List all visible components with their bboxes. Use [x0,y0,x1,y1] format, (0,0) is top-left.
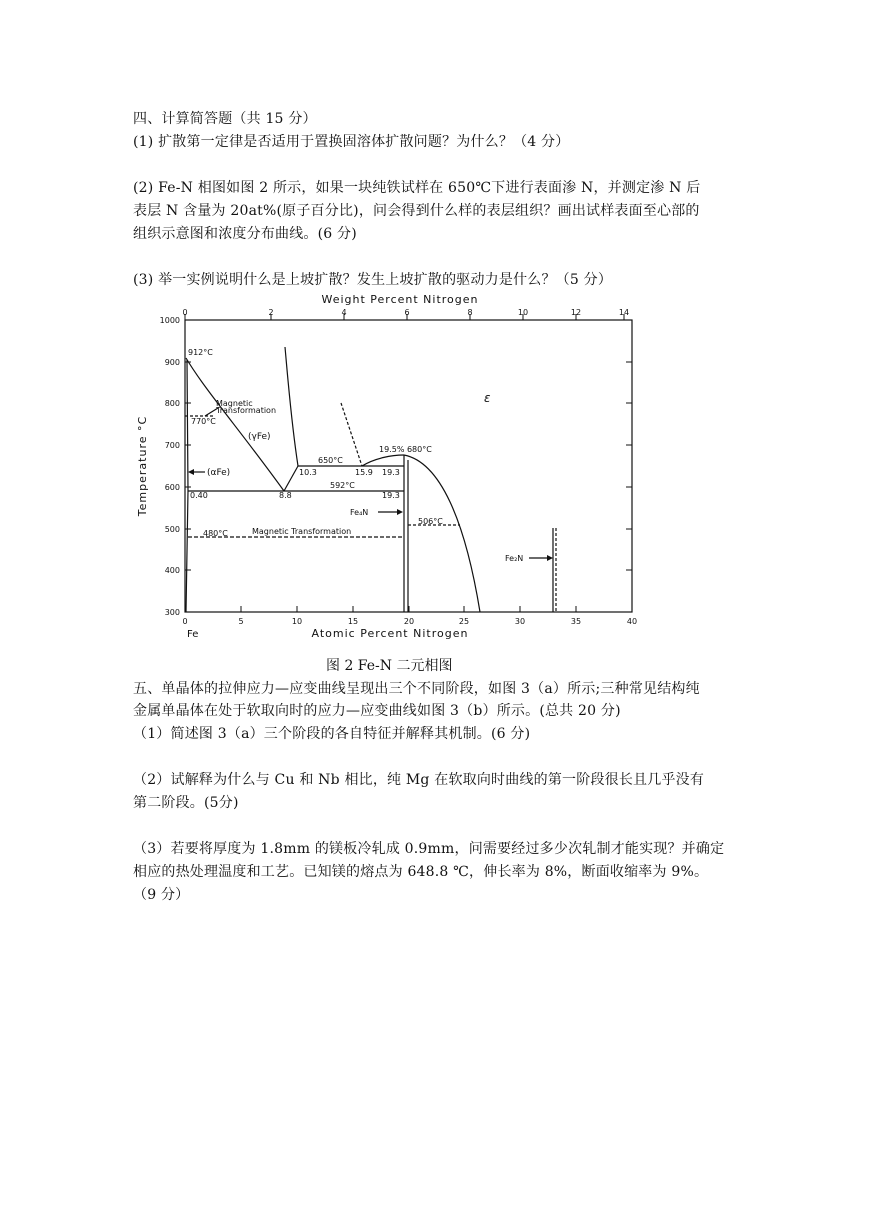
question-5-1: （1）简述图 3（a）三个阶段的各自特征并解释其机制。(6 分) [133,726,531,742]
phase-boundaries [185,347,556,612]
label-gamma-fe: (γFe) [248,432,271,442]
top-tick-label: 8 [467,308,473,317]
section-5-intro-line-1: 五、单晶体的拉伸应力—应变曲线呈现出三个不同阶段，如图 3（a）所示;三种常见结构纯 [133,681,700,697]
label-fe2n: Fe₂N [505,554,524,563]
label-magnetic-transformation: Magnetic Transformation [252,527,352,536]
question-4-3: (3) 举一实例说明什么是上坡扩散？发生上坡扩散的驱动力是什么？（5 分） [133,272,613,288]
label-19-3-b: 19.3 [382,491,400,500]
gamma-right-boundary [285,347,298,466]
bottom-tick-label: 0 [182,617,188,626]
bottom-tick-label: 35 [570,617,582,626]
question-5-2-line-1: （2）试解释为什么与 Cu 和 Nb 相比，纯 Mg 在软取向时曲线的第一阶段很长且几乎没有 [133,772,705,788]
top-tick-labels [182,308,629,317]
figure-caption: 图 2 Fe-N 二元相图 [326,658,453,674]
question-4-2-line-3: 组织示意图和浓度分布曲线。(6 分) [133,226,357,242]
dashed-boundary [341,403,362,466]
top-tick-label: 4 [341,308,347,317]
fe4n-arrowhead [397,509,403,515]
label-alpha-fe: (αFe) [207,468,231,478]
bottom-axis-label: Atomic Percent Nitrogen [311,627,469,640]
y-tick-label: 500 [164,525,180,534]
top-tick-label: 10 [517,308,529,317]
top-tick-label: 12 [570,308,582,317]
label-transformation: Transformation [216,406,277,415]
y-tick-label: 700 [164,441,180,450]
y-tick-label: 400 [164,566,180,575]
label-10-3: 10.3 [299,468,317,477]
fe2n-arrowhead [547,555,553,561]
question-5-3-line-3: （9 分） [133,887,190,903]
bottom-tick-label: 25 [458,617,470,626]
top-tick-label: 0 [182,308,188,317]
label-480: 480°C [203,529,228,538]
fe-label: Fe [187,629,199,640]
bottom-tick-label: 5 [238,617,244,626]
gamma-lower-right [284,466,298,491]
bottom-tick-label: 40 [626,617,638,626]
label-650: 650°C [318,456,343,465]
label-770: 770°C [191,417,216,426]
top-tick-label: 6 [404,308,410,317]
label-592: 592°C [330,481,355,490]
arrow-heads [188,469,553,561]
bottom-tick-label: 15 [347,617,359,626]
epsilon-left-top [362,455,404,466]
bottom-tick-labels [182,617,637,626]
y-tick-label: 900 [164,358,180,367]
alpha-arrowhead [188,469,194,475]
label-fe4n: Fe₄N [350,508,369,517]
y-tick-label: 600 [164,483,180,492]
y-tick-labels [160,316,180,617]
label-19-3-a: 19.3 [382,468,400,477]
label-magnetic: Magnetic [216,399,253,408]
section-4-heading: 四、计算简答题（共 15 分） [133,111,317,127]
bottom-tick-label: 10 [291,617,303,626]
y-tick-label: 800 [164,399,180,408]
y-axis-label: Temperature °C [136,415,149,517]
label-15-9: 15.9 [355,468,373,477]
label-peak: 19.5% 680°C [379,445,432,454]
question-5-3-line-1: （3）若要将厚度为 1.8mm 的镁板冷轧成 0.9mm，问需要经过多少次轧制才能实现？并确定 [133,841,725,857]
y-tick-label: 300 [164,608,180,617]
label-0-40: 0.40 [190,491,208,500]
epsilon-right-boundary [404,455,480,612]
top-tick-label: 14 [618,308,630,317]
label-506: 506°C [418,517,443,526]
label-epsilon: ε [484,391,491,405]
label-8-8: 8.8 [279,491,292,500]
label-912: 912°C [188,348,213,357]
bottom-tick-label: 30 [514,617,526,626]
question-4-1: (1) 扩散第一定律是否适用于置换固溶体扩散问题？为什么？（4 分） [133,134,570,150]
annotations [188,348,523,563]
question-5-3-line-2: 相应的热处理温度和工艺。已知镁的熔点为 648.8 ℃，伸长率为 8%，断面收缩率为 9%。 [133,864,709,880]
alpha-solvus [186,360,188,612]
fe-n-phase-diagram [128,290,643,642]
question-4-2-line-1: (2) Fe-N 相图如图 2 所示，如果一块纯铁试样在 650℃下进行表面渗 N，并测定渗 N 后 [133,180,701,196]
top-tick-label: 2 [268,308,274,317]
y-tick-label: 1000 [159,316,180,325]
top-axis-label: Weight Percent Nitrogen [321,293,479,306]
bottom-tick-label: 20 [403,617,415,626]
question-5-2-line-2: 第二阶段。(5分) [133,795,239,811]
question-4-2-line-2: 表层 N 含量为 20at%(原子百分比)，问会得到什么样的表层组织？画出试样表面至心部的 [133,203,700,219]
section-5-intro-line-2: 金属单晶体在处于软取向时的应力—应变曲线如图 3（b）所示。(总共 20 分) [133,703,621,719]
